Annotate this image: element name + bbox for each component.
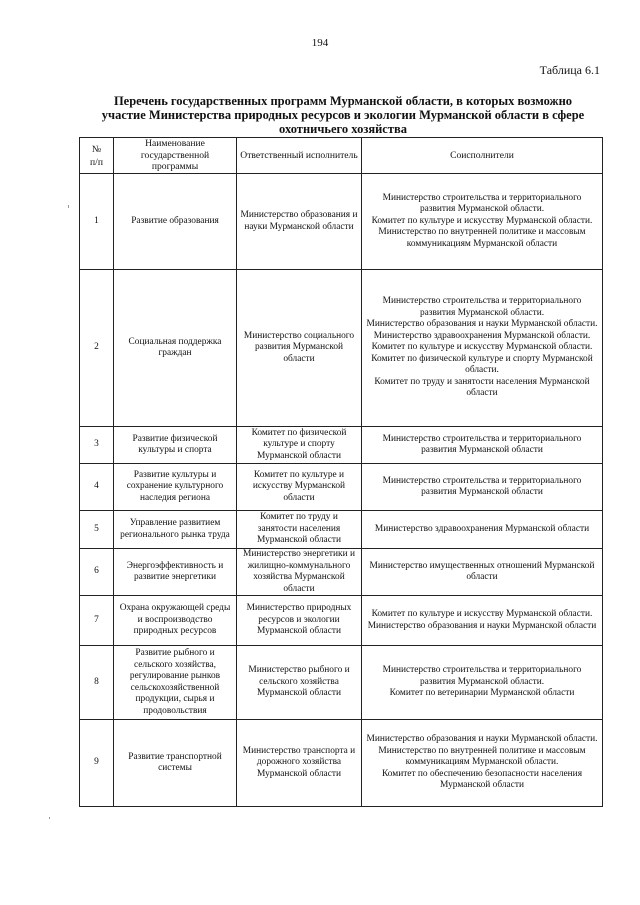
coexecutor-item: Министерство строительства и территориального развития Мурманской области: [382, 475, 582, 497]
table-row: [80, 720, 603, 807]
responsible-executor: Министерство транспорта и дорожного хозяйства Мурманской области: [237, 720, 362, 807]
table-row: [80, 549, 603, 596]
table-row: [80, 596, 603, 646]
coexecutors-cell: [362, 174, 603, 270]
responsible-executor: Министерство рыбного и сельского хозяйства Мурманской области: [237, 646, 362, 720]
row-number: 1: [80, 174, 114, 270]
table-label: Таблица 6.1: [539, 63, 600, 77]
header-responsible: Ответственный исполнитель: [237, 138, 362, 174]
table-row: [80, 427, 603, 464]
coexecutors-cell: [362, 646, 603, 720]
title-line-2: участие Министерства природных ресурсов и экологии Мурманской области в сфере: [101, 108, 585, 122]
program-name: Охрана окружающей среды и воспроизводство природных ресурсов: [114, 596, 237, 646]
page-number: 194: [311, 37, 329, 49]
coexecutor-item: Министерство образования и науки Мурманской области.: [366, 734, 598, 745]
program-name: Развитие культуры и сохранение культурного наследия региона: [114, 464, 237, 511]
coexecutor-item: Министерство строительства и территориального развития Мурманской области.: [382, 296, 582, 318]
table-row: [80, 174, 603, 270]
program-name: Управление развитием регионального рынка труда: [114, 511, 237, 549]
responsible-executor: Министерство природных ресурсов и экологии Мурманской области: [237, 596, 362, 646]
table-row: [80, 511, 603, 549]
row-number: 9: [80, 720, 114, 807]
programs-table: [79, 137, 603, 807]
coexecutor-item: Министерство имущественных отношений Мурманской области: [369, 560, 595, 582]
coexecutor-item: Комитет по ветеринарии Мурманской области: [389, 688, 575, 699]
row-number: 8: [80, 646, 114, 720]
responsible-executor: Комитет по физической культуре и спорту Мурманской области: [237, 427, 362, 464]
coexecutor-item: Комитет по обеспечению безопасности населения Мурманской области: [381, 768, 583, 791]
table-row: [80, 464, 603, 511]
coexecutor-item: Министерство образования и науки Мурманской области. Министерство здравоохранения Мурманской области.: [366, 319, 598, 341]
table-row: [80, 270, 603, 427]
coexecutor-item: Министерство строительства и территориального развития Мурманской области: [382, 433, 582, 455]
document-title: [78, 94, 608, 136]
row-number: 5: [80, 511, 114, 549]
coexecutor-item: Комитет по культуре и искусству Мурманской области.: [371, 215, 593, 226]
scan-dot: [68, 205, 69, 208]
header-program-name: Наименование государственной программы: [114, 138, 237, 174]
coexecutors-cell: [362, 511, 603, 549]
title-line-3: охотничьего хозяйства: [279, 122, 407, 136]
responsible-executor: Комитет по труду и занятости населения Мурманской области: [237, 511, 362, 549]
responsible-executor: Министерство энергетики и жилищно-коммунального хозяйства Мурманской области: [237, 549, 362, 596]
coexecutor-item: Комитет по физической культуре и спорту Мурманской области.: [371, 353, 593, 376]
program-name: Развитие образования: [114, 174, 237, 270]
coexecutors-cell: [362, 549, 603, 596]
responsible-executor: Министерство социального развития Мурманской области: [237, 270, 362, 427]
coexecutors-cell: [362, 596, 603, 646]
program-name: Развитие транспортной системы: [114, 720, 237, 807]
table-row: [80, 646, 603, 720]
coexecutor-item: Министерство строительства и территориального развития Мурманской области.: [382, 192, 582, 215]
coexecutor-item: Министерство по внутренней политике и массовым коммуникациям Мурманской области.: [378, 745, 586, 768]
row-number: 4: [80, 464, 114, 511]
row-number: 7: [80, 596, 114, 646]
row-number: 6: [80, 549, 114, 596]
coexecutor-item: Комитет по культуре и искусству Мурманской области.: [371, 342, 593, 353]
coexecutor-item: Комитет по труду и занятости населения Мурманской области: [374, 376, 590, 399]
program-name: Развитие физической культуры и спорта: [114, 427, 237, 464]
row-number: 2: [80, 270, 114, 427]
coexecutor-item: Министерство по внутренней политике и массовым коммуникациям Мурманской области: [378, 227, 586, 249]
coexecutors-cell: [362, 464, 603, 511]
program-name: Социальная поддержка граждан: [114, 270, 237, 427]
coexecutors-cell: [362, 720, 603, 807]
title-line-1: Перечень государственных программ Мурманской области, в которых возможно: [113, 94, 573, 108]
header-number: № п/п: [80, 138, 114, 174]
coexecutors-cell: [362, 270, 603, 427]
responsible-executor: Комитет по культуре и искусству Мурманской области: [237, 464, 362, 511]
table-header-row: [80, 138, 603, 174]
responsible-executor: Министерство образования и науки Мурманской области: [237, 174, 362, 270]
coexecutor-item: Министерство образования и науки Мурманской области: [367, 620, 597, 631]
program-name: Энергоэффективность и развитие энергетики: [114, 549, 237, 596]
coexecutor-item: Министерство строительства и территориального развития Мурманской области.: [382, 665, 582, 687]
row-number: 3: [80, 427, 114, 464]
coexecutor-item: Министерство здравоохранения Мурманской области: [374, 523, 590, 534]
scan-dot: [49, 817, 50, 819]
coexecutor-item: Комитет по культуре и искусству Мурманской области.: [371, 609, 593, 619]
header-coexecutors: Соисполнители: [362, 138, 603, 174]
program-name: Развитие рыбного и сельского хозяйства, регулирование рынков сельскохозяйственной продукции, сырья и продовольствия: [114, 646, 237, 720]
coexecutors-cell: [362, 427, 603, 464]
